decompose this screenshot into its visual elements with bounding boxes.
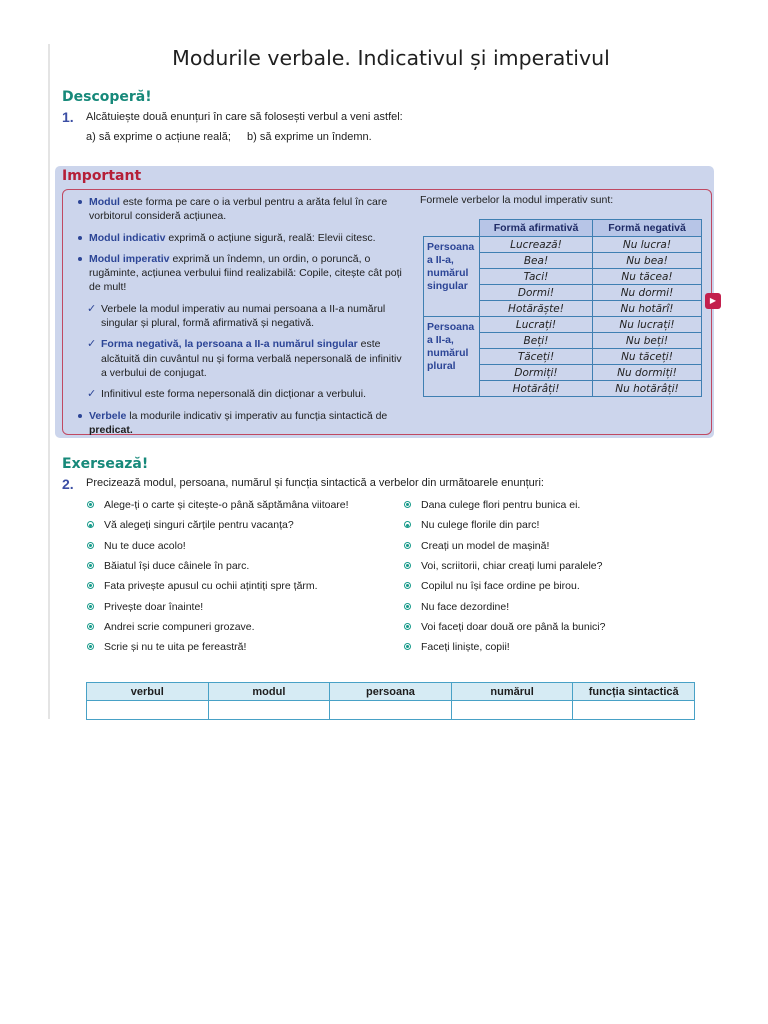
check-forma-negativa: ✓ Forma negativă, la persoana a II-a numărul singular este alcătuită din cuvântul nu și forma verbală nepersonală de infinitiv a verbului de conjugat. [75,337,405,380]
exercise-2-text: Precizează modul, persoana, numărul și funcția sintactică a verbelor din următoarele enunțuri: [86,477,544,489]
form-row [424,317,702,333]
exercise-1-text: Alcătuiește două enunțuri în care să folosești verbul a veni astfel: [86,111,403,123]
exercise-sentence: Dana culege flori pentru bunica ei. [403,499,580,511]
section-exerseaza: Exersează! [62,456,149,472]
form-negativa: Nu dormi! [593,285,702,301]
answer-table [86,682,695,720]
exercise-sentence: Privește doar înainte! [86,601,203,613]
important-text [75,195,405,444]
form-negativa: Nu lucra! [593,237,702,253]
exercise-sentence: Andrei scrie compuneri grozave. [86,621,255,633]
exercise-sentence: Scrie și nu te uita pe fereastră! [86,641,246,653]
exercise-sentence: Faceți liniște, copii! [403,641,510,653]
answer-col-header: persoana [330,683,452,701]
form-afirmativa: Lucrează! [480,237,593,253]
answer-cell[interactable] [87,701,209,720]
imperative-caption: Formele verbelor la modul imperativ sunt: [420,194,614,206]
exercise-1-number: 1. [62,109,74,125]
form-afirmativa: Tăceți! [480,349,593,365]
answer-col-header: numărul [451,683,573,701]
answer-cell[interactable] [451,701,573,720]
section-important: Important [62,168,142,184]
form-negativa: Nu beți! [593,333,702,349]
form-afirmativa: Hotărâți! [480,381,593,397]
exercise-sentence: Fata privește apusul cu ochii ațintiți spre țărm. [86,580,318,592]
page-edge [48,44,50,719]
group-singular: Persoana a II-a, numărul singular [424,237,480,317]
answer-cell[interactable] [573,701,695,720]
form-afirmativa: Dormiți! [480,365,593,381]
page-title: Modurile verbale. Indicativul și imperativul [172,46,610,70]
form-afirmativa: Hotărăște! [480,301,593,317]
check-persoana: ✓ Verbele la modul imperativ au numai persoana a II-a numărul singular și plural, formă afirmativă și negativă. [75,302,405,331]
form-negativa: Nu hotărâți! [593,381,702,397]
form-negativa: Nu dormiți! [593,365,702,381]
form-negativa: Nu hotărî! [593,301,702,317]
rule-predicat: Verbele la modurile indicativ și imperativ au funcția sintactică de predicat. [75,409,405,438]
answer-col-header: funcția sintactică [573,683,695,701]
form-afirmativa: Taci! [480,269,593,285]
form-row [424,237,702,253]
form-afirmativa: Lucrați! [480,317,593,333]
exercise-sentence: Vă alegeți singuri cărțile pentru vacanța? [86,519,294,531]
answer-col-header: verbul [87,683,209,701]
form-afirmativa: Beți! [480,333,593,349]
exercise-sentence: Voi, scriitorii, chiar creați lumi paralele? [403,560,602,572]
rule-indicativ: Modul indicativ exprimă o acțiune sigură, reală: Elevii citesc. [75,231,405,245]
check-infinitiv: ✓ Infinitivul este forma nepersonală din dicționar a verbului. [75,387,405,401]
exercise-sentence: Băiatul își duce câinele în parc. [86,560,249,572]
rule-modul: Modul este forma pe care o ia verbul pentru a arăta felul în care vorbitorul consideră acțiunea. [75,195,405,224]
form-negativa: Nu tăcea! [593,269,702,285]
imperative-table [423,219,702,397]
exercise-sentence: Creați un model de mașină! [403,540,549,552]
exercise-2-number: 2. [62,476,74,492]
answer-cell[interactable] [208,701,330,720]
group-plural: Persoana a II-a, numărul plural [424,317,480,397]
exercise-sentence: Voi faceți doar două ore până la bunici? [403,621,605,633]
form-negativa: Nu tăceți! [593,349,702,365]
exercise-sentence: Copilul nu își face ordine pe birou. [403,580,580,592]
exercise-sentence: Nu te duce acolo! [86,540,186,552]
answer-cell[interactable] [330,701,452,720]
exercise-1-a: a) să exprime o acțiune reală; [86,131,231,143]
form-afirmativa: Dormi! [480,285,593,301]
exercise-sentence: Nu face dezordine! [403,601,509,613]
section-descopera: Descoperă! [62,89,152,105]
video-icon[interactable]: ▶ [705,293,721,309]
exercise-sentence: Nu culege florile din parc! [403,519,539,531]
form-negativa: Nu lucrați! [593,317,702,333]
exercise-sentence: Alege-ți o carte și citește-o până săptămâna viitoare! [86,499,349,511]
col-afirmativa: Formă afirmativă [480,220,593,237]
form-negativa: Nu bea! [593,253,702,269]
form-afirmativa: Bea! [480,253,593,269]
rule-imperativ: Modul imperativ exprimă un îndemn, un ordin, o poruncă, o rugăminte, acțiunea verbului fiind realizabilă: Copile, citește cât poți de mult! [75,252,405,295]
exercise-1-b: b) să exprime un îndemn. [247,131,372,143]
answer-col-header: modul [208,683,330,701]
table-corner [424,220,480,237]
col-negativa: Formă negativă [593,220,702,237]
